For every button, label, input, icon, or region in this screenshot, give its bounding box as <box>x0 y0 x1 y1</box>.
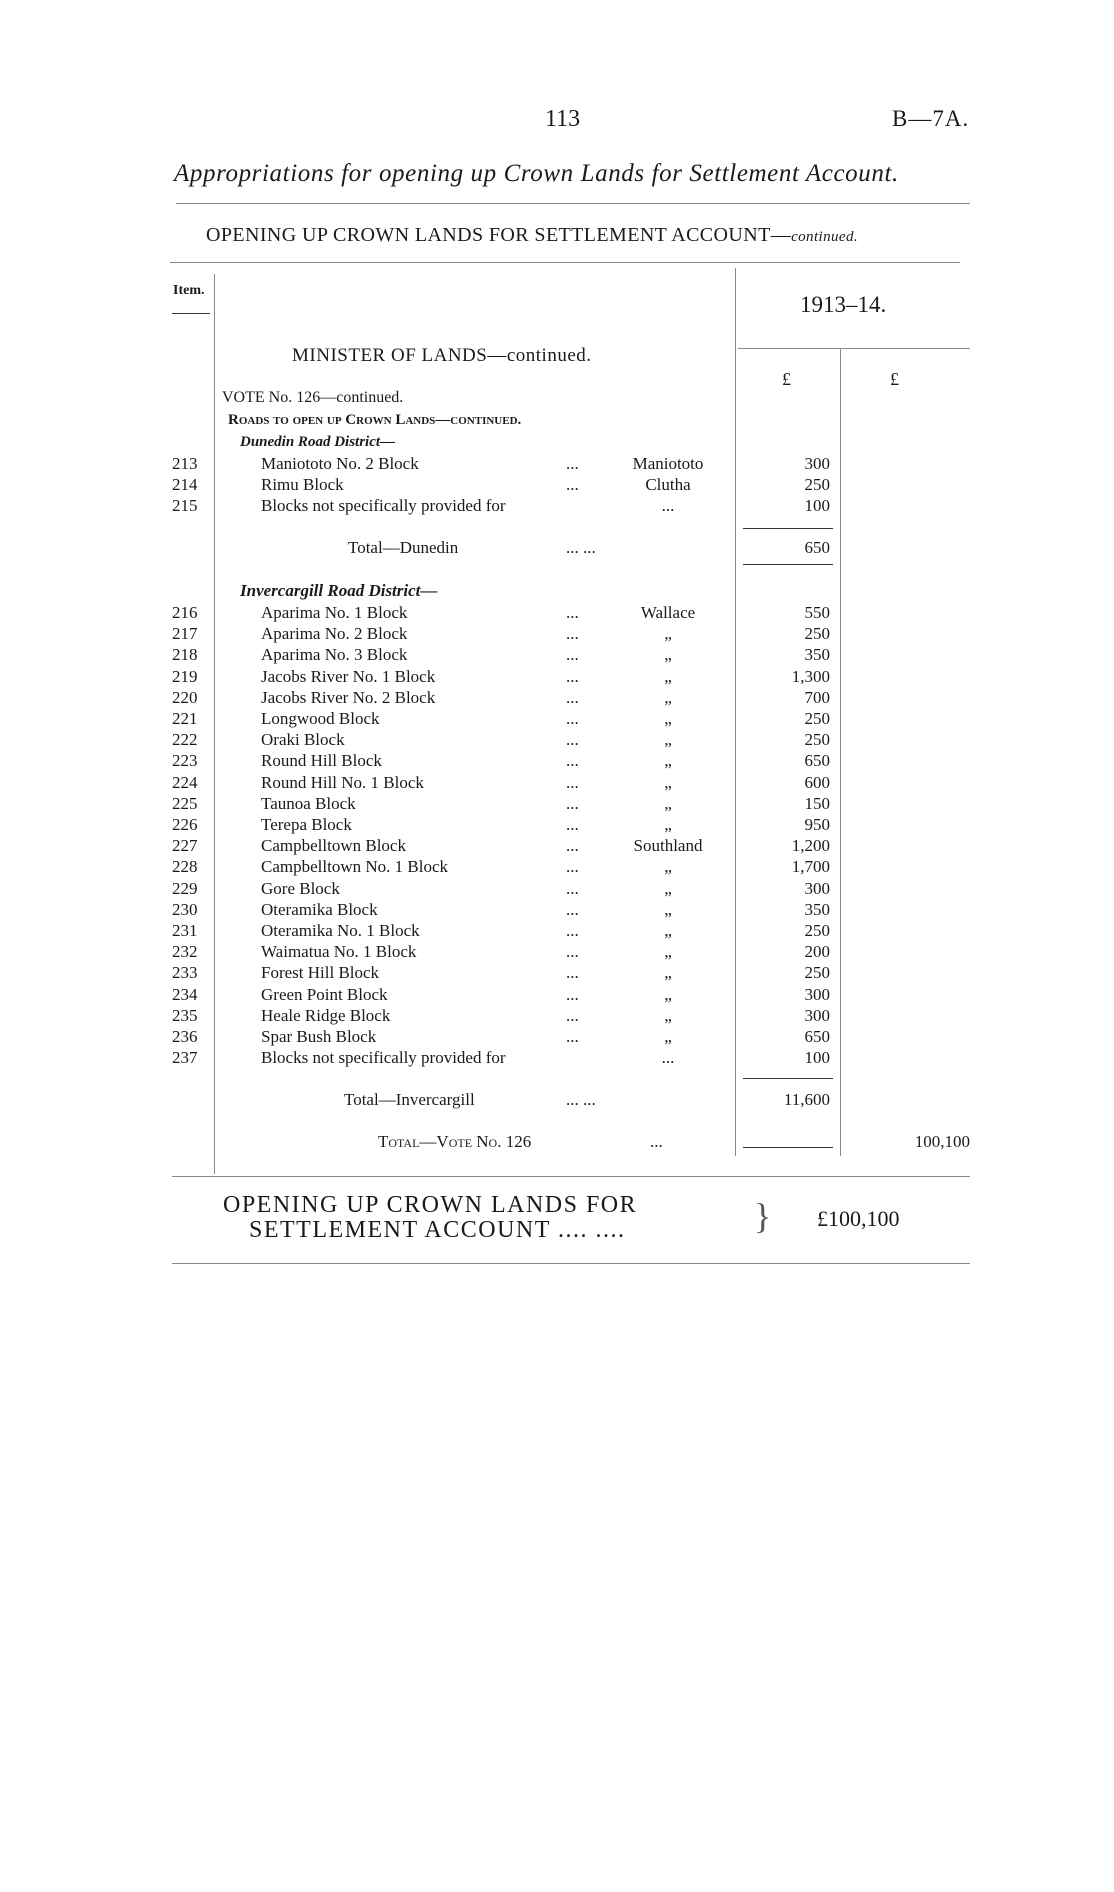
table-row <box>0 667 1114 688</box>
table-row <box>0 709 1114 730</box>
page-number: 113 <box>545 106 581 132</box>
table-row <box>0 454 1114 475</box>
county-name: „ <box>664 709 672 728</box>
district-heading-invercargill: Invercargill Road District— <box>240 581 438 600</box>
table-row <box>0 1048 1114 1069</box>
amount: 600 <box>804 772 830 792</box>
amount: 300 <box>804 878 830 898</box>
county-name: Clutha <box>645 475 691 494</box>
amount: 650 <box>804 1027 830 1046</box>
amount: 150 <box>804 793 830 813</box>
county-name: „ <box>664 772 672 792</box>
leader-dots: ... <box>566 751 579 771</box>
block-name: Green Point Block <box>261 984 388 1004</box>
item-number: 232 <box>172 942 198 962</box>
item-number: 215 <box>172 496 198 515</box>
block-name: Round Hill No. 1 Block <box>261 772 424 792</box>
item-number: 230 <box>172 899 198 919</box>
item-number: 225 <box>172 793 198 813</box>
subtotal-row-invercargill <box>0 1090 1114 1111</box>
item-number: 231 <box>172 921 198 940</box>
item-number: 229 <box>172 878 198 898</box>
amount: 300 <box>804 454 830 473</box>
amount: 250 <box>804 709 830 728</box>
item-number: 219 <box>172 666 198 686</box>
amount: 650 <box>804 751 830 771</box>
table-row <box>0 857 1114 878</box>
county-name: Wallace <box>640 603 696 622</box>
item-number: 233 <box>172 963 198 983</box>
leader-dots: ... <box>566 687 579 707</box>
block-name: Oteramika Block <box>261 899 378 919</box>
leader-dots: ... <box>566 836 579 856</box>
grand-total-rule <box>172 1263 970 1264</box>
item-number: 217 <box>172 624 198 644</box>
leader-dots: ... <box>566 645 579 665</box>
section-heading-main: OPENING UP CROWN LANDS FOR SETTLEMENT ACCOUNT— <box>206 224 792 246</box>
table-top-rule <box>170 262 960 263</box>
subtotal-amount: 650 <box>804 538 830 557</box>
leader-dots: ... <box>566 709 579 728</box>
subtotal-row-dunedin <box>0 538 1114 559</box>
block-name: Round Hill Block <box>261 751 382 771</box>
block-name: Longwood Block <box>261 709 380 728</box>
county-name: „ <box>664 687 672 707</box>
item-number: 237 <box>172 1048 198 1068</box>
county-name: ... <box>661 1048 675 1068</box>
county-name: „ <box>664 878 672 898</box>
county-name: „ <box>664 857 672 877</box>
leader-dots: ... <box>566 984 579 1004</box>
vote-heading: VOTE No. 126—continued. <box>222 389 404 406</box>
leader-dots: ... <box>661 496 675 515</box>
amount: 550 <box>804 603 830 622</box>
table-row <box>0 751 1114 772</box>
leader-dots: ... <box>566 1005 579 1025</box>
item-number: 216 <box>172 603 198 622</box>
county-name: „ <box>664 793 672 813</box>
county-name: „ <box>664 921 672 940</box>
block-name: Terepa Block <box>261 815 352 834</box>
leader-dots: ... <box>566 666 579 686</box>
page-subtitle: Appropriations for opening up Crown Lands for Settlement Account. <box>174 160 899 187</box>
amount: 250 <box>804 963 830 983</box>
table-row <box>0 942 1114 963</box>
table-row <box>0 645 1114 666</box>
roads-heading: Roads to open up Crown Lands—continued. <box>228 412 522 428</box>
amount: 250 <box>804 730 830 750</box>
subtitle-rule <box>176 203 970 204</box>
amount: 350 <box>804 645 830 665</box>
county-name: Southland <box>633 836 703 856</box>
block-name: Aparima No. 3 Block <box>261 645 408 665</box>
table-row <box>0 963 1114 984</box>
grand-total-label <box>223 1193 637 1243</box>
grand-total-amount: £100,100 <box>817 1206 900 1231</box>
item-number: 236 <box>172 1027 198 1046</box>
block-name: Aparima No. 1 Block <box>261 603 408 622</box>
block-name: Oteramika No. 1 Block <box>261 921 420 940</box>
county-name: „ <box>664 899 672 919</box>
table-row <box>0 794 1114 815</box>
leader-dots: ... <box>566 624 579 644</box>
county-name: „ <box>664 666 672 686</box>
amount: 250 <box>804 475 830 494</box>
table-row <box>0 496 1114 517</box>
currency-symbol-totals: £ <box>890 369 899 389</box>
block-name: Jacobs River No. 2 Block <box>261 687 436 707</box>
block-name: Gore Block <box>261 878 340 898</box>
item-number: 227 <box>172 836 198 856</box>
leader-dots: ... <box>566 921 579 940</box>
leader-dots: ... <box>566 815 579 834</box>
amount: 1,200 <box>791 836 830 856</box>
district-heading-dunedin: Dunedin Road District— <box>240 434 396 450</box>
block-name: Taunoa Block <box>261 793 356 813</box>
leader-dots: ... <box>566 475 579 494</box>
item-number: 221 <box>172 709 198 728</box>
grand-total-line1: OPENING UP CROWN LANDS FOR <box>223 1192 638 1218</box>
leader-dots: ... <box>566 1027 579 1046</box>
amount: 950 <box>804 815 830 834</box>
amount: 300 <box>804 984 830 1004</box>
subtotal-rule-dunedin <box>743 528 833 529</box>
table-row <box>0 815 1114 836</box>
item-header-underline <box>172 313 210 314</box>
item-number: 213 <box>172 454 198 473</box>
county-name: Maniototo <box>632 454 704 473</box>
county-name: „ <box>664 984 672 1004</box>
amount: 100 <box>804 496 830 515</box>
section-heading-cont: continued. <box>791 229 858 245</box>
subtotal-label: Total—Dunedin <box>348 538 459 557</box>
table-bottom-rule <box>172 1176 970 1177</box>
vote-total-amount: 100,100 <box>914 1132 970 1151</box>
item-number: 226 <box>172 815 198 834</box>
item-number: 224 <box>172 772 198 792</box>
amount: 1,300 <box>791 666 830 686</box>
leader-dots: ... <box>566 730 579 750</box>
block-name: Campbelltown No. 1 Block <box>261 857 448 877</box>
county-name: „ <box>664 645 672 665</box>
amount: 700 <box>804 687 830 707</box>
leader-dots: ... <box>566 603 579 622</box>
county-name: „ <box>664 1027 672 1046</box>
block-name: Rimu Block <box>261 475 344 494</box>
block-name: Spar Bush Block <box>261 1027 377 1046</box>
currency-symbol-items: £ <box>782 369 791 389</box>
table-row <box>0 730 1114 751</box>
block-name: Blocks not specifically provided for <box>261 1048 506 1068</box>
table-row <box>0 603 1114 624</box>
item-number: 214 <box>172 475 198 494</box>
vote-total-label: Total—Vote No. 126 <box>378 1132 532 1151</box>
amount: 250 <box>804 921 830 940</box>
grand-total-line2: SETTLEMENT ACCOUNT .... .... <box>249 1217 626 1243</box>
item-number: 220 <box>172 687 198 707</box>
leader-dots: ... <box>566 772 579 792</box>
leader-dots: ... <box>566 793 579 813</box>
section-heading <box>206 224 858 247</box>
vote-total-row <box>0 1132 1114 1153</box>
leader-dots: ... <box>566 454 579 473</box>
block-name: Maniototo No. 2 Block <box>261 454 419 473</box>
block-name: Forest Hill Block <box>261 963 380 983</box>
block-name: Aparima No. 2 Block <box>261 624 408 644</box>
document-reference: B—7A. <box>892 106 970 131</box>
county-name: „ <box>664 1005 672 1025</box>
block-name: Waimatua No. 1 Block <box>261 942 417 962</box>
county-name: „ <box>664 624 672 644</box>
county-name: „ <box>664 963 672 983</box>
table-row <box>0 1006 1114 1027</box>
amount: 200 <box>804 942 830 962</box>
table-row <box>0 900 1114 921</box>
leader-dots: ... <box>566 942 579 962</box>
year-column-header: 1913–14. <box>800 292 887 317</box>
amount: 350 <box>804 899 830 919</box>
table-row <box>0 773 1114 794</box>
amount: 1,700 <box>791 857 830 877</box>
county-name: „ <box>664 730 672 750</box>
leader-dots: ... ... <box>566 1090 596 1109</box>
amount: 100 <box>804 1048 830 1068</box>
leader-dots: ... <box>650 1132 663 1151</box>
table-row <box>0 688 1114 709</box>
minister-heading: MINISTER OF LANDS—continued. <box>292 345 592 366</box>
county-name: „ <box>664 751 672 771</box>
leader-dots: ... <box>566 878 579 898</box>
table-row <box>0 921 1114 942</box>
block-name: Oraki Block <box>261 730 345 750</box>
leader-dots: ... <box>566 963 579 983</box>
item-number: 218 <box>172 645 198 665</box>
block-name: Blocks not specifically provided for <box>261 496 506 515</box>
table-row <box>0 624 1114 645</box>
leader-dots: ... <box>566 899 579 919</box>
year-header-rule <box>738 348 970 349</box>
block-name: Heale Ridge Block <box>261 1005 391 1025</box>
county-name: „ <box>664 815 672 834</box>
county-name: „ <box>664 942 672 962</box>
subtotal-label: Total—Invercargill <box>344 1090 475 1109</box>
block-name: Campbelltown Block <box>261 836 406 856</box>
item-column-header: Item. <box>173 283 205 298</box>
table-row <box>0 475 1114 496</box>
subtotal-rule-invercargill <box>743 1078 833 1079</box>
item-number: 235 <box>172 1005 198 1025</box>
subtotal-underline-dunedin <box>743 564 833 565</box>
table-row <box>0 985 1114 1006</box>
subtotal-amount: 11,600 <box>783 1090 830 1109</box>
item-number: 223 <box>172 751 198 771</box>
item-number: 234 <box>172 984 198 1004</box>
amount: 250 <box>804 624 830 644</box>
table-row <box>0 836 1114 857</box>
leader-dots: ... <box>566 857 579 877</box>
table-row <box>0 879 1114 900</box>
table-row <box>0 1027 1114 1048</box>
item-number: 222 <box>172 730 198 750</box>
block-name: Jacobs River No. 1 Block <box>261 666 436 686</box>
amount: 300 <box>804 1005 830 1025</box>
item-number: 228 <box>172 857 198 877</box>
leader-dots: ... ... <box>566 538 596 557</box>
grand-total-brace: } <box>754 1196 772 1236</box>
